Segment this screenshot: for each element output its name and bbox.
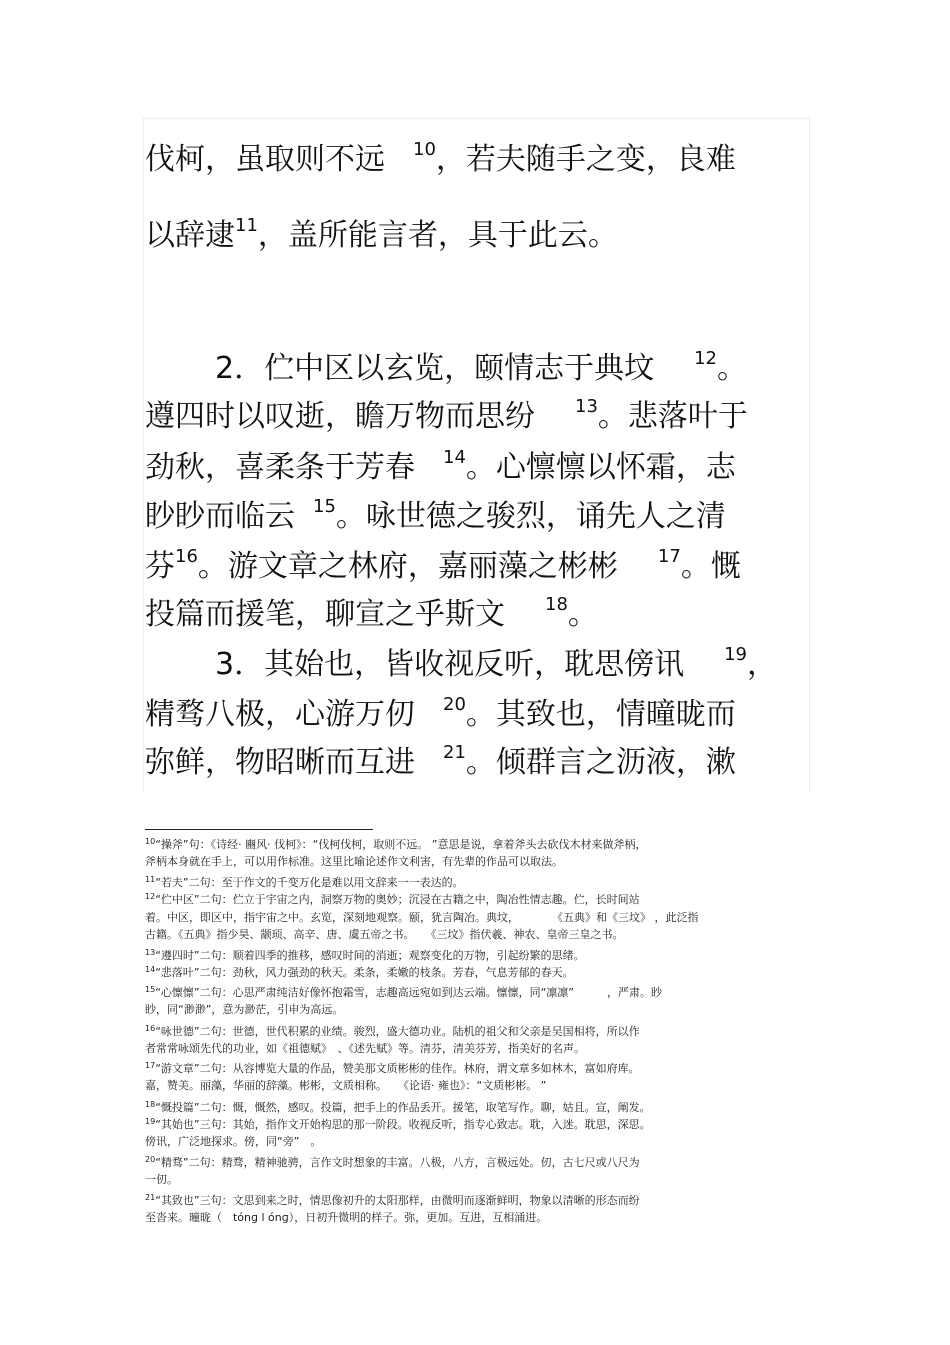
footnote-text: “心懔懔”二句：心思严肃纯洁好像怀抱霜雪，志趣高远宛如到达云端。懔懔，同“凛凛” ，严肃。眇 (155, 986, 662, 999)
footnote-text: 者常常咏颂先代的功业，如《祖德赋》 、《述先赋》等。清芬，清美芬芳，指美好的名声。 (145, 1042, 585, 1055)
footnote-number: 10 (145, 837, 156, 846)
footnote-line (145, 855, 563, 869)
footnote-text: 斧柄本身就在手上，可以用作标准。这里比喻论述作文利害，有先辈的作品可以取法。 (145, 855, 563, 868)
footnote-line (145, 949, 585, 964)
footnote-number: 17 (145, 1061, 156, 1070)
body-line-7: 芬$^{16}$。游文章之林府，嘉丽藻之彬彬 $^{17}$。慨 (145, 546, 741, 584)
footnote-text: “精骛”二句：精骛，精神驰骋，言作文时想象的丰富。八极，八方，言极远处。仞，古七尺或八尺为 (155, 1156, 640, 1169)
footnote-text: “游文章”二句：从容博览大量的作品，赞美那文质彬彬的佳作。林府，谓文章多如林木，富如府库。 (155, 1062, 640, 1075)
body-line-8: 投篇而援笔，聊宣之乎斯文 $^{18}$。 (145, 594, 598, 632)
footnote-number: 14 (145, 965, 156, 974)
footnote-number: 20 (145, 1155, 156, 1164)
body-line-11: 弥鲜，物昭晰而互进 $^{21}$。倾群言之沥液，漱 (145, 742, 736, 780)
footnote-text: 一仞。 (145, 1173, 178, 1186)
footnote-text: 眇，同“渺渺”，意为渺茫，引申为高远。 (145, 1003, 344, 1016)
footnote-text: “咏世德”二句：世德，世代积累的业绩。骏烈，盛大德功业。陆机的祖父和父亲是吴国相将，所以作 (155, 1025, 640, 1038)
footnote-line (145, 1025, 640, 1040)
footnote-number: 16 (145, 1024, 156, 1033)
footnote-line (145, 1194, 640, 1209)
footnote-number: 12 (145, 892, 156, 901)
body-line-9: 3．其始也，皆收视反听，耽思傍讯 $^{19}$， (185, 644, 777, 682)
body-line-3: 2．伫中区以玄览，颐情志于典坟 $^{12}$。 (185, 348, 747, 386)
footnote-line (145, 1135, 321, 1149)
footnote-line (145, 838, 646, 853)
footnote-line (145, 876, 464, 891)
footnote-line (145, 1062, 640, 1077)
footnote-line (145, 893, 640, 908)
footnote-text: “其致也”三句：文思到来之时，情思像初升的太阳那样，由微明而逐渐鲜明，物象以清晰的形态而纷 (155, 1194, 640, 1207)
body-line-2: 以辞逮$^{11}$，盖所能言者，具于此云。 (145, 215, 618, 253)
footnote-text: “慨投篇”二句：慨，慨然，感叹。投篇，把手上的作品丢开。援笔，取笔写作。聊，姑且。宣，阐发。 (155, 1101, 651, 1114)
footnote-line (145, 1042, 585, 1056)
footnote-number: 18 (145, 1100, 156, 1109)
footnote-line (145, 966, 574, 981)
footnote-line (145, 1211, 547, 1225)
footnote-number: 11 (145, 875, 156, 884)
footnote-text: “其始也”三句：其始，指作文开始构思的那一阶段。收视反听，指专心致志。耽，入迷。耽思，深思。 (155, 1118, 651, 1131)
footnote-text: 着。中区，即区中，指宇宙之中。玄览，深刻地观察。颐，犹言陶冶。典坟， 《五典》和《三坟》 ，此泛指 (145, 911, 699, 924)
footnote-text: “遵四时”二句：顺着四季的推移，感叹时间的消逝；观察变化的万物，引起纷繁的思绪。 (155, 949, 585, 962)
footnote-line (145, 1079, 546, 1093)
footnote-line (145, 1101, 651, 1116)
body-line-10: 精骛八极，心游万仞 $^{20}$。其致也，情曈昽而 (145, 694, 736, 732)
footnote-line (145, 1173, 178, 1187)
footnote-rule (145, 829, 373, 830)
body-line-1: 伐柯，虽取则不远 $^{10}$，若夫随手之变，良难 (145, 139, 736, 177)
footnote-text: 至沓来。曈昽（ tónɡ l ónɡ），日初升微明的样子。弥，更加。互进，互相涌进。 (145, 1211, 548, 1224)
footnote-text: “伫中区”二句：伫立于宇宙之内，洞察万物的奥妙；沉浸在古籍之中，陶冶性情志趣。伫，长时间站 (155, 893, 640, 906)
footnote-text: 嘉，赞美。丽藻，华丽的辞藻。彬彬，文质相称。 《论语· 雍也》：“文质彬彬。 ” (145, 1079, 547, 1092)
footnote-number: 13 (145, 948, 156, 957)
footnote-text: 傍讯，广泛地探求。傍，同“旁” 。 (145, 1135, 322, 1148)
footnote-text: “若夫”二句：至于作文的千变万化是难以用文辞来一一表达的。 (155, 876, 464, 889)
footnote-text: “操斧”句：《诗经· 豳风· 伐柯》：“伐柯伐柯，取则不远。 ”意思是说，拿着斧头去砍伐木材来做斧柄， (155, 838, 647, 851)
body-line-6: 眇眇而临云 $^{15}$。咏世德之骏烈，诵先人之清 (145, 496, 726, 534)
footnote-number: 21 (145, 1193, 156, 1202)
body-line-4: 遵四时以叹逝，瞻万物而思纷 $^{13}$。悲落叶于 (145, 396, 748, 434)
footnote-number: 15 (145, 985, 156, 994)
footnote-number: 19 (145, 1117, 156, 1126)
footnote-text: 古籍。《五典》指少昊、颛顼、高辛、唐、虞五帝之书。 《三坟》指伏羲、神农、皇帝三皇之书。 (145, 928, 624, 941)
footnote-line (145, 986, 662, 1001)
footnote-line (145, 928, 624, 942)
footnote-text: “悲落叶”二句：劲秋，风力强劲的秋天。柔条，柔嫩的枝条。芳春，气息芳郁的春天。 (155, 966, 574, 979)
footnote-line (145, 1003, 343, 1017)
footnote-line (145, 1118, 651, 1133)
footnote-line (145, 911, 699, 925)
footnote-line (145, 1156, 640, 1171)
body-line-5: 劲秋，喜柔条于芳春 $^{14}$。心懔懔以怀霜，志 (145, 447, 736, 485)
